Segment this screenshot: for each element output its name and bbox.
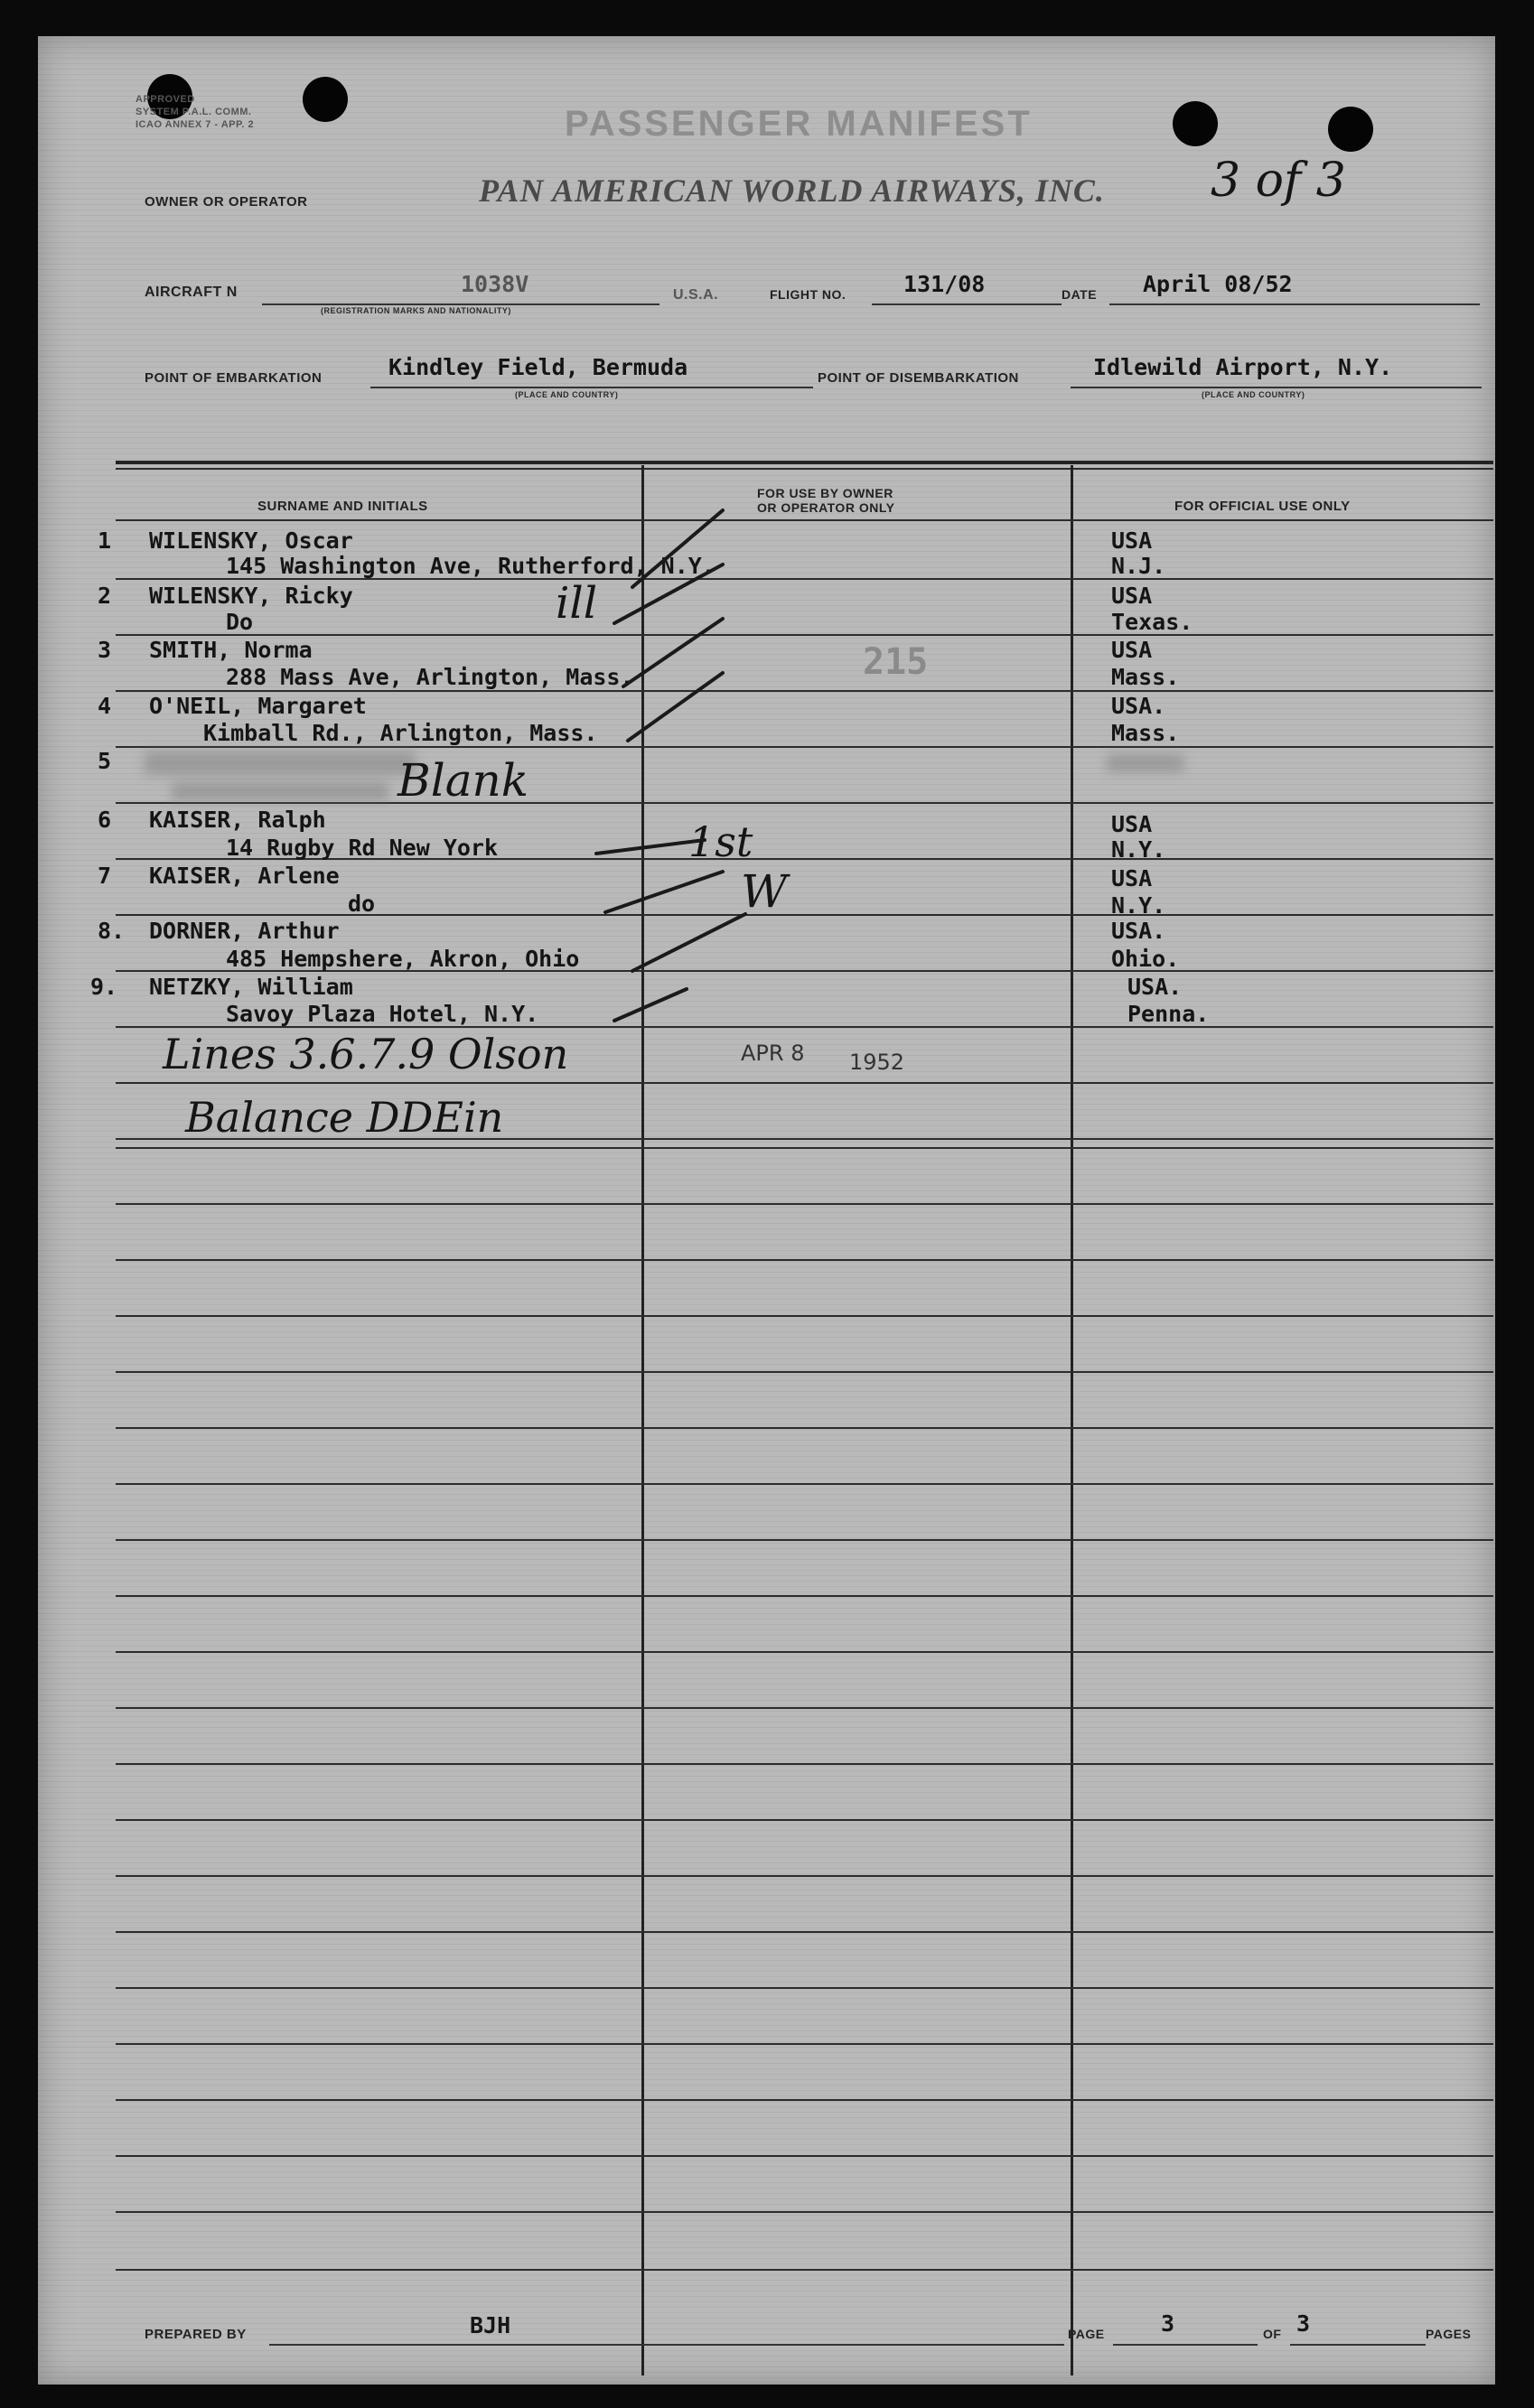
table-rule [116, 1427, 1493, 1429]
disembark-caption: (PLACE AND COUNTRY) [1202, 390, 1305, 399]
passenger-name: KAISER, Ralph [149, 807, 326, 833]
passenger-address: 145 Washington Ave, Rutherford, N.Y. [226, 553, 716, 579]
passenger-address: 14 Rugby Rd New York [226, 835, 499, 861]
col-header-official: FOR OFFICIAL USE ONLY [1174, 499, 1351, 514]
table-rule [116, 2155, 1493, 2157]
passenger-name: KAISER, Arlene [149, 863, 340, 889]
official-state: Mass. [1111, 720, 1180, 746]
official-nationality: USA. [1127, 974, 1183, 1000]
footer-rule [116, 2269, 1493, 2271]
check-mark-note: ill [556, 578, 598, 629]
row-number: 9. [90, 974, 118, 1000]
check-slash [632, 510, 723, 587]
official-state: Texas. [1111, 609, 1193, 635]
embark-caption: (PLACE AND COUNTRY) [515, 390, 619, 399]
number-stamp: 215 [863, 641, 929, 683]
official-nationality: USA [1111, 811, 1153, 837]
official-nationality: USA [1111, 527, 1153, 554]
lines-note: Lines 3.6.7.9 Olson [163, 1030, 569, 1078]
embark-value: Kindley Field, Bermuda [388, 354, 688, 380]
row-number: 2 [98, 583, 112, 609]
official-state: N.Y. [1111, 892, 1166, 919]
table-rule [116, 1819, 1493, 1821]
table-rule [116, 1987, 1493, 1989]
official-nationality: USA. [1111, 918, 1166, 944]
table-rule [116, 1763, 1493, 1765]
passenger-name: NETZKY, William [149, 974, 353, 1000]
official-state: N.Y. [1111, 836, 1166, 863]
of-underline [1290, 2344, 1426, 2346]
table-rule [116, 1371, 1493, 1373]
table-rule [116, 1931, 1493, 1933]
table-rule [116, 1595, 1493, 1597]
blank-note: Blank [398, 754, 529, 807]
col-header-owner-line1: FOR USE BY OWNER [757, 486, 893, 500]
row-number: 4 [98, 693, 112, 719]
passenger-address: 485 Hempshere, Akron, Ohio [226, 946, 580, 972]
aircraft-caption: (REGISTRATION MARKS AND NATIONALITY) [321, 306, 511, 315]
of-label: OF [1263, 2327, 1282, 2341]
table-rule [116, 2099, 1493, 2101]
check-slash [628, 673, 723, 741]
form-title: PASSENGER MANIFEST [565, 104, 1033, 144]
table-rule [116, 1315, 1493, 1317]
table-rule [116, 2043, 1493, 2045]
passenger-name: DORNER, Arthur [149, 918, 340, 944]
corner-note-line: APPROVED [136, 94, 195, 105]
aircraft-value: 1038V [461, 271, 529, 297]
check-slash [614, 565, 723, 623]
usa-label: U.S.A. [673, 287, 719, 303]
disembark-label: POINT OF DISEMBARKATION [818, 370, 1019, 386]
passenger-name: WILENSKY, Oscar [149, 527, 353, 554]
passenger-address: 288 Mass Ave, Arlington, Mass. [226, 664, 634, 690]
prepared-value: BJH [470, 2312, 511, 2338]
passenger-name: WILENSKY, Ricky [149, 583, 353, 609]
passenger-address: Kimball Rd., Arlington, Mass. [203, 720, 598, 746]
page-note: 3 of 3 [1211, 154, 1346, 208]
prepared-underline [269, 2344, 1064, 2346]
check-slash [614, 989, 687, 1021]
table-rule [116, 2211, 1493, 2213]
check-slash [632, 914, 745, 971]
passenger-address: Do [226, 609, 254, 635]
check-slash [605, 872, 723, 912]
official-nationality: USA. [1111, 693, 1166, 719]
passenger-address: do [348, 891, 376, 917]
check-mark-note: 1st [688, 817, 753, 866]
pages-label: PAGES [1426, 2327, 1472, 2341]
table-rule [116, 1707, 1493, 1709]
row-number: 5 [98, 748, 112, 774]
row-number: 3 [98, 637, 112, 663]
owner-label: OWNER OR OPERATOR [145, 194, 308, 210]
airline-name: PAN AMERICAN WORLD AIRWAYS, INC. [479, 173, 1105, 209]
table-rule [116, 1651, 1493, 1653]
row-number: 8. [98, 918, 126, 944]
table-rule [116, 1875, 1493, 1877]
page-label: PAGE [1068, 2327, 1105, 2341]
date-label: DATE [1062, 287, 1098, 302]
aircraft-label: AIRCRAFT N [145, 285, 238, 300]
table-rule [116, 1203, 1493, 1205]
table-rule [116, 1147, 1493, 1149]
corner-note-line: SYSTEM P.A.L. COMM. [136, 107, 252, 117]
check-marks [0, 0, 1534, 1084]
passenger-address: Savoy Plaza Hotel, N.Y. [226, 1001, 539, 1027]
official-nationality: USA [1111, 637, 1153, 663]
row-number: 1 [98, 527, 112, 554]
flight-value: 131/08 [903, 271, 986, 297]
col-header-owner-line2: OR OPERATOR ONLY [757, 500, 895, 515]
table-rule [116, 1483, 1493, 1485]
official-state: Ohio. [1111, 946, 1180, 972]
table-rule [116, 1539, 1493, 1541]
official-nationality: USA [1111, 583, 1153, 609]
row-number: 6 [98, 807, 112, 833]
corner-note-line: ICAO ANNEX 7 - APP. 2 [136, 119, 255, 130]
table-rule [116, 1259, 1493, 1261]
year-stamp: 1952 [849, 1050, 905, 1075]
page-value: 3 [1161, 2310, 1175, 2337]
of-value: 3 [1296, 2310, 1311, 2337]
official-nationality: USA [1111, 865, 1153, 891]
flight-label: FLIGHT NO. [770, 287, 847, 302]
check-slash [623, 619, 723, 686]
check-slash [596, 840, 705, 854]
embark-label: POINT OF EMBARKATION [145, 370, 323, 386]
disembark-value: Idlewild Airport, N.Y. [1093, 354, 1393, 380]
check-mark-note: W [741, 865, 788, 918]
official-state: N.J. [1111, 553, 1166, 579]
col-header-surname: SURNAME AND INITIALS [257, 499, 428, 514]
official-state: Mass. [1111, 664, 1180, 690]
official-state: Penna. [1127, 1001, 1210, 1027]
passenger-name: O'NEIL, Margaret [149, 693, 367, 719]
page-underline [1113, 2344, 1258, 2346]
date-stamp: APR 8 [741, 1041, 805, 1066]
row-number: 7 [98, 863, 112, 889]
passenger-name: SMITH, Norma [149, 637, 313, 663]
date-value: April 08/52 [1143, 271, 1293, 297]
balance-note: Balance DDEin [185, 1093, 504, 1142]
prepared-label: PREPARED BY [145, 2327, 247, 2342]
